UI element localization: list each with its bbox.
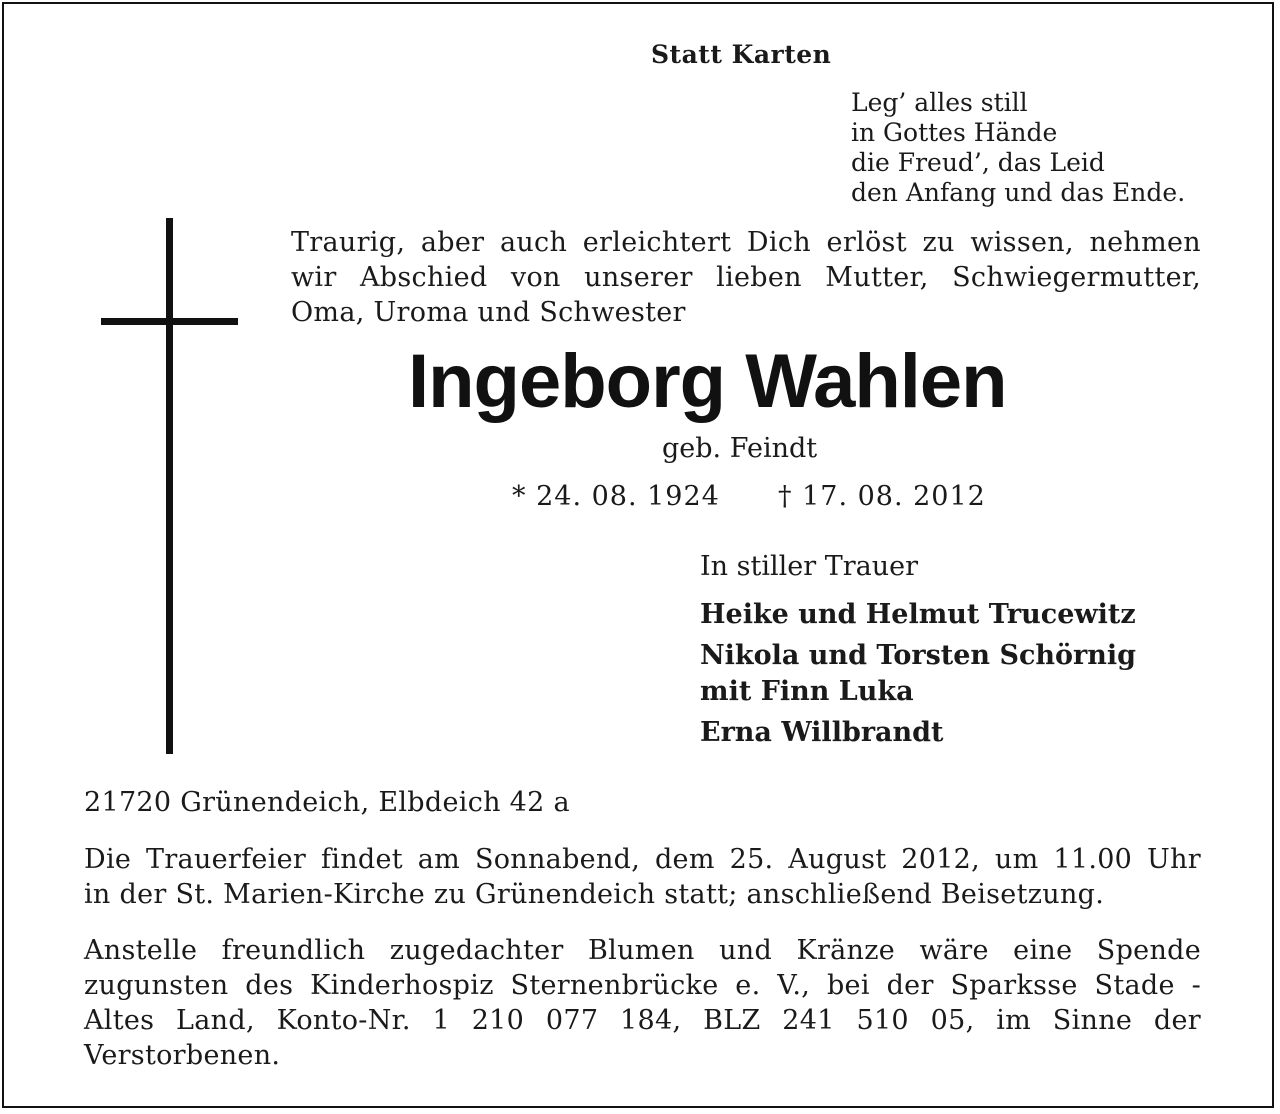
- service-line: Die Trauerfeier findet am Sonnabend, dem 25. August 2012, um 11.00 Uhr: [84, 844, 1201, 875]
- mourner-name: Erna Willbrandt: [700, 717, 944, 748]
- intro-line: Oma, Uroma und Schwester: [291, 297, 686, 328]
- donation-line: zugunsten des Kinderhospiz Sternenbrücke e. V., bei der Sparksse Stade -: [84, 970, 1201, 1001]
- cross-vertical-bar: [166, 218, 173, 754]
- donation-line: Anstelle freundlich zugedachter Blumen und Kränze wäre eine Spende: [84, 935, 1201, 966]
- header-statt-karten: Statt Karten: [651, 40, 832, 69]
- donation-line: Altes Land, Konto-Nr. 1 210 077 184, BLZ 241 510 05, im Sinne der: [84, 1005, 1201, 1036]
- cross-horizontal-bar: [101, 318, 238, 325]
- donation-line: Verstorbenen.: [84, 1040, 281, 1071]
- service-line: in der St. Marien-Kirche zu Grünendeich statt; anschließend Beisetzung.: [84, 879, 1105, 910]
- mourner-name: Heike und Helmut Trucewitz: [700, 599, 1136, 630]
- birth-date: * 24. 08. 1924: [512, 481, 720, 512]
- poem-line: die Freud’, das Leid: [851, 148, 1105, 177]
- service-info: [84, 842, 1201, 912]
- death-date: † 17. 08. 2012: [778, 481, 986, 512]
- mourning-intro: In stiller Trauer: [700, 551, 919, 582]
- donation-info: [84, 933, 1201, 1073]
- poem-line: Leg’ alles still: [851, 88, 1028, 117]
- poem-line: in Gottes Hände: [851, 118, 1058, 147]
- deceased-name: Ingeborg Wahlen: [408, 339, 1007, 424]
- mourner-name: Nikola und Torsten Schörnig: [700, 640, 1137, 671]
- intro-line: wir Abschied von unserer lieben Mutter, Schwiegermutter,: [291, 262, 1201, 293]
- mourner-name: mit Finn Luka: [700, 676, 914, 707]
- poem-line: den Anfang und das Ende.: [851, 178, 1186, 207]
- intro-line: Traurig, aber auch erleichtert Dich erlöst zu wissen, nehmen: [291, 227, 1201, 258]
- born-name: geb. Feindt: [662, 433, 818, 464]
- address: 21720 Grünendeich, Elbdeich 42 a: [84, 787, 570, 818]
- intro-text: [291, 225, 1201, 330]
- poem: [851, 88, 1185, 208]
